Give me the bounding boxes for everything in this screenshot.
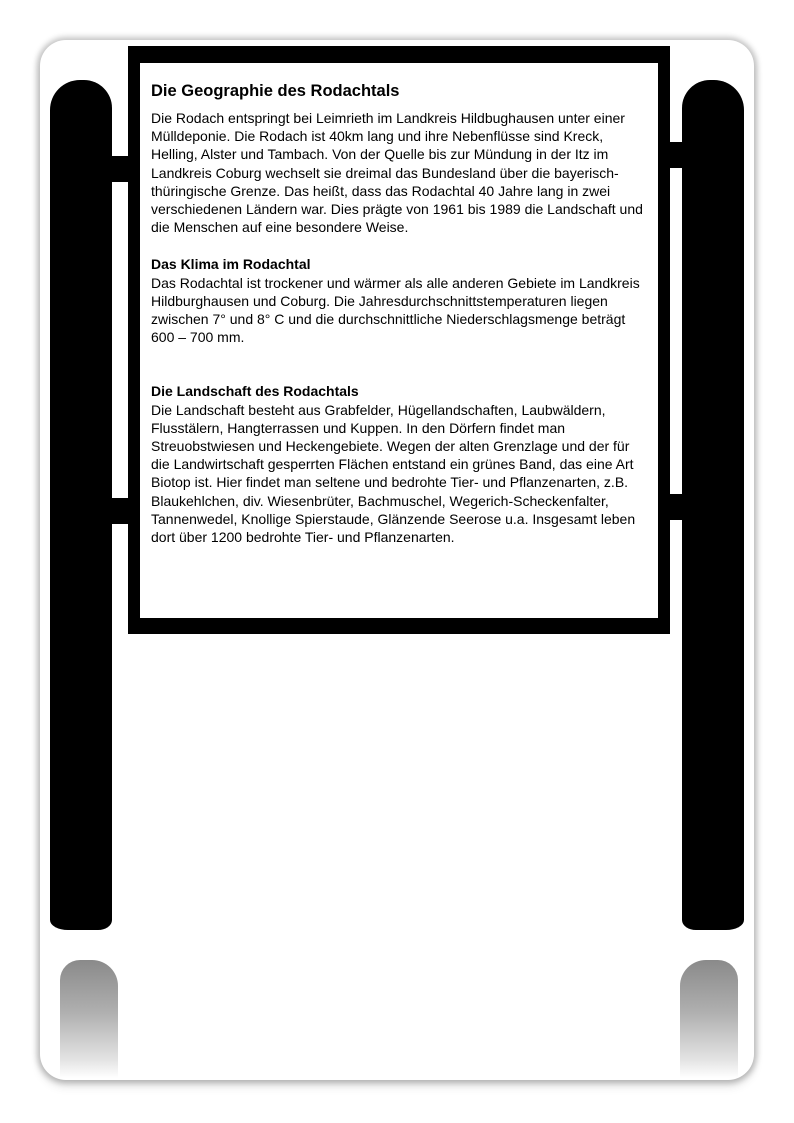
section-heading-climate: Das Klima im Rodachtal bbox=[151, 256, 311, 273]
left-post-reflection bbox=[60, 960, 118, 1078]
sign-content bbox=[151, 81, 651, 546]
section-heading-landscape: Die Landschaft des Rodachtals bbox=[151, 383, 359, 400]
right-post-reflection bbox=[680, 960, 738, 1078]
spacer bbox=[151, 236, 651, 255]
spacer bbox=[151, 346, 651, 382]
section-text-landscape: Die Landschaft besteht aus Grabfelder, Hügellandschaften, Laubwäldern, Flusstälern, Hangterrassen und Kuppen. In den Dörfern findet man Streuobstwiesen und Heckengebiete. Wegen der alten Grenzlage und der für die Landwirtschaft gesperrten Flächen entstand ein grünes Band, das eine Art Biotop ist. Hier findet man seltene und bedrohte Tier- und Pflanzenarten, z.B. Blaukehlchen, div. Wiesenbrüter, Bachmuschel, Wegerich-Scheckenfalter, Tannenwedel, Knollige Spierstaude, Glänzende Seerose u.a. Insgesamt leben dort über 1200 bedrohte Tier- und Pflanzenarten. bbox=[151, 401, 636, 546]
section-text-climate: Das Rodachtal ist trockener und wärmer als alle anderen Gebiete im Landkreis Hildburghausen und Coburg. Die Jahresdurchschnittstemperaturen liegen zwischen 7° und 8° C und die durchschnittliche Niederschlagsmenge beträgt 600 – 700 mm. bbox=[151, 274, 640, 346]
info-sign bbox=[128, 46, 670, 634]
sign-title: Die Geographie des Rodachtals bbox=[151, 82, 400, 100]
intro-paragraph: Die Rodach entspringt bei Leimrieth im Landkreis Hildbughausen unter einer Mülldeponie. Die Rodach ist 40km lang und ihre Nebenflüsse sind Kreck, Helling, Alster und Tambach. Von der Quelle bis zur Mündung in der Itz im Landkreis Coburg wechselt sie dreimal das Bundesland über die bayerisch-thüringische Grenze. Das heißt, dass das Rodachtal 40 Jahre lang in zwei verschiedenen Ländern war. Dies prägte von 1961 bis 1989 die Landschaft und die Menschen auf eine besondere Weise. bbox=[151, 110, 643, 236]
sign-panel bbox=[140, 63, 658, 618]
